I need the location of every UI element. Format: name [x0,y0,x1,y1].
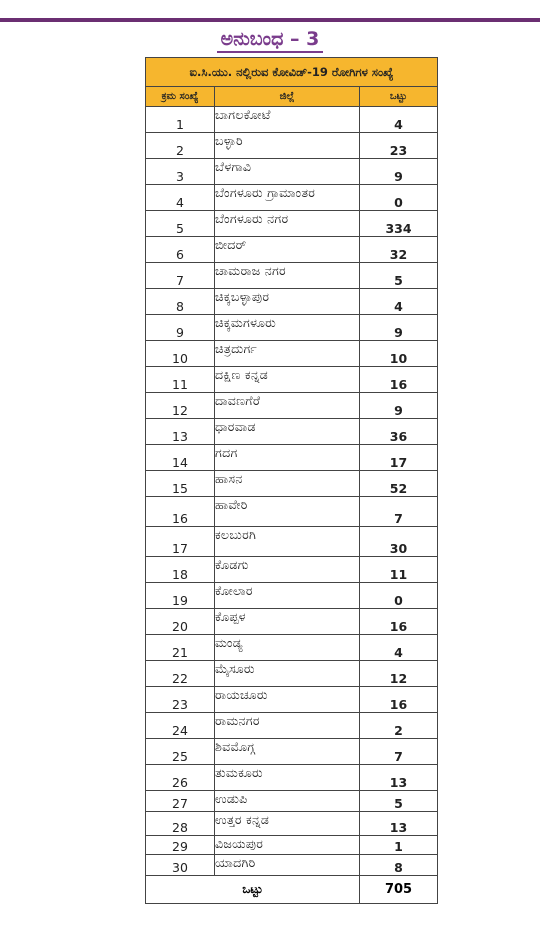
serial-number-cell: 8 [146,289,215,315]
district-cell: ತುಮಕೂರು [215,765,360,791]
table-row [146,393,438,419]
icu-patients-table [145,57,438,904]
serial-number-cell: 1 [146,107,215,133]
table-row [146,471,438,497]
district-cell: ಹಾವೇರಿ [215,497,360,527]
serial-number-cell: 17 [146,527,215,557]
district-cell: ಕೋಲಾರ [215,583,360,609]
serial-number-cell: 3 [146,159,215,185]
district-cell: ಉತ್ತರ ಕನ್ನಡ [215,812,360,836]
table-body [146,107,438,876]
district-cell: ಕಲಬುರಗಿ [215,527,360,557]
table-row [146,367,438,393]
district-cell: ಮೈಸೂರು [215,661,360,687]
table-row [146,497,438,527]
table-row [146,211,438,237]
count-cell: 0 [360,583,438,609]
count-cell: 4 [360,107,438,133]
table-row [146,133,438,159]
count-cell: 16 [360,367,438,393]
serial-number-cell: 21 [146,635,215,661]
district-cell: ಬೆಳಗಾವಿ [215,159,360,185]
district-cell: ಚಿಕ್ಕಮಗಳೂರು [215,315,360,341]
table-row [146,661,438,687]
table-row [146,791,438,812]
serial-number-cell: 14 [146,445,215,471]
serial-number-cell: 16 [146,497,215,527]
serial-number-cell: 19 [146,583,215,609]
table-row [146,855,438,876]
district-cell: ಬೀದರ್ [215,237,360,263]
column-header-total: ಒಟ್ಟು [360,87,438,107]
district-cell: ಬಾಗಲಕೋಟೆ [215,107,360,133]
district-cell: ಗದಗ [215,445,360,471]
count-cell: 17 [360,445,438,471]
count-cell: 12 [360,661,438,687]
district-cell: ದಾವಣಗೆರೆ [215,393,360,419]
serial-number-cell: 6 [146,237,215,263]
district-cell: ವಿಜಯಪುರ [215,836,360,855]
count-cell: 9 [360,393,438,419]
district-cell: ಧಾರವಾಡ [215,419,360,445]
table-row [146,159,438,185]
table-row [146,263,438,289]
count-cell: 16 [360,687,438,713]
count-cell: 5 [360,791,438,812]
count-cell: 1 [360,836,438,855]
table-row [146,687,438,713]
count-cell: 32 [360,237,438,263]
count-cell: 13 [360,812,438,836]
table-row [146,583,438,609]
serial-number-cell: 27 [146,791,215,812]
total-value: 705 [360,876,438,904]
column-header-sl-no: ಕ್ರಮ ಸಂಖ್ಯೆ [146,87,215,107]
serial-number-cell: 29 [146,836,215,855]
count-cell: 5 [360,263,438,289]
table-heading: ಐ.ಸಿ.ಯು. ನಲ್ಲಿರುವ ಕೋವಿಡ್-19 ರೋಗಿಗಳ ಸಂಖ್ಯೆ [146,58,438,87]
total-label: ಒಟ್ಟು [146,876,360,904]
district-cell: ಮಂಡ್ಯ [215,635,360,661]
district-cell: ರಾಯಚೂರು [215,687,360,713]
table-row [146,765,438,791]
count-cell: 10 [360,341,438,367]
district-cell: ಬೆಂಗಳೂರು ನಗರ [215,211,360,237]
count-cell: 16 [360,609,438,635]
district-cell: ದಕ್ಷಿಣ ಕನ್ನಡ [215,367,360,393]
table-row [146,445,438,471]
serial-number-cell: 2 [146,133,215,159]
serial-number-cell: 25 [146,739,215,765]
count-cell: 36 [360,419,438,445]
table-row [146,107,438,133]
count-cell: 2 [360,713,438,739]
count-cell: 9 [360,159,438,185]
serial-number-cell: 5 [146,211,215,237]
count-cell: 0 [360,185,438,211]
count-cell: 8 [360,855,438,876]
count-cell: 334 [360,211,438,237]
district-cell: ಬಳ್ಳಾರಿ [215,133,360,159]
district-cell: ಶಿವಮೊಗ್ಗ [215,739,360,765]
district-cell: ಕೊಡಗು [215,557,360,583]
table-row [146,315,438,341]
table-row [146,237,438,263]
count-cell: 7 [360,497,438,527]
column-header-district: ಜಿಲ್ಲೆ [215,87,360,107]
serial-number-cell: 12 [146,393,215,419]
count-cell: 13 [360,765,438,791]
annex-title-text: ಅನುಬಂಧ – 3 [217,28,324,53]
serial-number-cell: 11 [146,367,215,393]
district-cell: ಉಡುಪಿ [215,791,360,812]
count-cell: 11 [360,557,438,583]
serial-number-cell: 9 [146,315,215,341]
count-cell: 4 [360,635,438,661]
serial-number-cell: 23 [146,687,215,713]
district-cell: ರಾಮನಗರ [215,713,360,739]
table-row [146,289,438,315]
table-row [146,185,438,211]
table-row [146,812,438,836]
table-row [146,419,438,445]
serial-number-cell: 30 [146,855,215,876]
serial-number-cell: 20 [146,609,215,635]
page-title [0,28,540,50]
table-row [146,635,438,661]
table-row [146,609,438,635]
count-cell: 30 [360,527,438,557]
district-cell: ಯಾದಗಿರಿ [215,855,360,876]
district-cell: ಹಾಸನ [215,471,360,497]
serial-number-cell: 22 [146,661,215,687]
table-row [146,341,438,367]
district-cell: ಕೊಪ್ಪಳ [215,609,360,635]
table-row [146,713,438,739]
table-row [146,527,438,557]
table-row [146,836,438,855]
count-cell: 52 [360,471,438,497]
serial-number-cell: 10 [146,341,215,367]
district-cell: ಚಾಮರಾಜ ನಗರ [215,263,360,289]
serial-number-cell: 26 [146,765,215,791]
serial-number-cell: 13 [146,419,215,445]
table-row [146,739,438,765]
count-cell: 4 [360,289,438,315]
count-cell: 9 [360,315,438,341]
count-cell: 23 [360,133,438,159]
district-cell: ಚಿತ್ರದುರ್ಗ [215,341,360,367]
serial-number-cell: 7 [146,263,215,289]
serial-number-cell: 28 [146,812,215,836]
serial-number-cell: 15 [146,471,215,497]
district-cell: ಬೆಂಗಳೂರು ಗ್ರಾಮಾಂತರ [215,185,360,211]
count-cell: 7 [360,739,438,765]
top-divider [0,18,540,22]
serial-number-cell: 24 [146,713,215,739]
serial-number-cell: 18 [146,557,215,583]
table-row [146,557,438,583]
serial-number-cell: 4 [146,185,215,211]
district-cell: ಚಿಕ್ಕಬಳ್ಳಾಪುರ [215,289,360,315]
